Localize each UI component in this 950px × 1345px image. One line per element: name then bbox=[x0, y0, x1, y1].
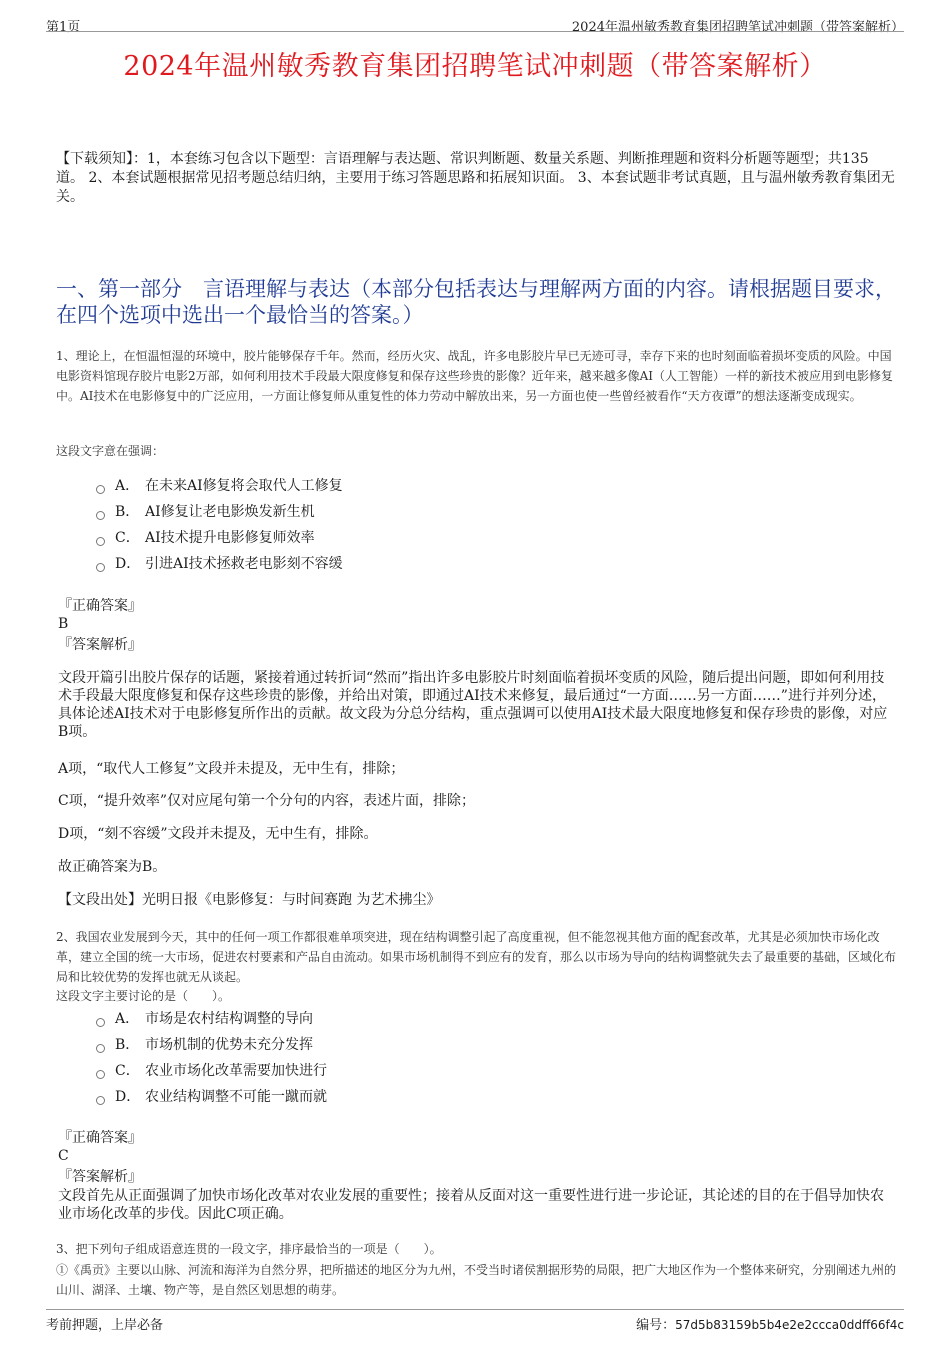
question-2-options bbox=[96, 1006, 327, 1110]
question-1-analysis-p1: 文段开篇引出胶片保存的话题，紧接着通过转折词“然而”指出许多电影胶片时刻面临着损坏变质的风险，随后提出问题，即如何利用技术手段最大限度修复和保存这些珍贵的影像，并给出对策，即通过AI技术来修复，最后通过“一方面……另一方面……”进行并列分述，具体论述AI技术对于电影修复所作出的贡献。故文段为分总分结构，重点强调可以使用AI技术最大限度地修复和保存珍贵的影像，对应B项。 bbox=[58, 670, 888, 740]
question-1-stem: 1、理论上，在恒温恒湿的环境中，胶片能够保存千年。然而，经历火灾、战乱，许多电影胶片早已无迹可寻，幸存下来的也时刻面临着损坏变质的风险。中国电影资料馆现存胶片电影2万部，如何利用技术手段最大限度修复和保存这些珍贵的影像？近年来，越来越多像AI（人工智能）一样的新技术被应用到电影修复中。AI技术在电影修复中的广泛应用，一方面让修复师从重复性的体力劳动中解放出来，另一方面也使一些曾经被看作“天方夜谭”的想法逐渐变成现实。 bbox=[56, 349, 894, 403]
header-doc-title: 2024年温州敏秀教育集团招聘笔试冲刺题（带答案解析） bbox=[571, 20, 904, 35]
radio-icon[interactable] bbox=[96, 1044, 105, 1053]
question-3-stem: 3、把下列句子组成语意连贯的一段文字，排序最恰当的一项是（ ）。 bbox=[56, 1242, 442, 1256]
download-notice: 【下载须知】：1，本套练习包含以下题型：言语理解与表达题、常识判断题、数量关系题、判断推理题和资料分析题等题型；共135道。 2、本套试题根据常见招考题总结归纳，主要用于练习答题思路和拓展知识面。 3、本套试题非考试真题，且与温州敏秀教育集团无关。 bbox=[56, 151, 895, 205]
question-2-option-d[interactable]: D． 农业结构调整不可能一蹴而就 bbox=[96, 1084, 327, 1110]
radio-icon[interactable] bbox=[96, 1096, 105, 1105]
question-3-item-1: ①《禹贡》主要以山脉、河流和海洋为自然分界，把所描述的地区分为九州，不受当时诸侯割据形势的局限，把广大地区作为一个整体来研究，分别阐述九州的山川、湖泽、土壤、物产等，是自然区划思想的萌芽。 bbox=[56, 1263, 897, 1297]
question-1-option-c[interactable]: C． AI技术提升电影修复师效率 bbox=[96, 525, 343, 551]
section-heading: 一、第一部分 言语理解与表达（本部分包括表达与理解两方面的内容。请根据题目要求，在四个选项中选出一个最恰当的答案。） bbox=[56, 277, 896, 327]
radio-icon[interactable] bbox=[96, 537, 105, 546]
question-2-stem: 2、我国农业发展到今天，其中的任何一项工作都很难单项突进，现在结构调整引起了高度重视，但不能忽视其他方面的配套改革，尤其是必须加快市场化改革，建立全国的统一大市场，促进农村要素和产品自由流动。如果市场机制得不到应有的发育，那么以市场为导向的结构调整就失去了最重要的基础，区域化布局和比较优势的发挥也就无从谈起。 bbox=[56, 930, 897, 984]
question-1-answer-label: 『正确答案』 bbox=[58, 598, 142, 614]
page-footer bbox=[46, 1314, 904, 1334]
page-number: 第1页 bbox=[46, 20, 81, 35]
page-header bbox=[46, 12, 904, 35]
question-2-analysis-label: 『答案解析』 bbox=[58, 1169, 142, 1185]
question-1-option-a[interactable]: A． 在未来AI修复将会取代人工修复 bbox=[96, 473, 343, 499]
question-1-source: 【文段出处】光明日报《电影修复：与时间赛跑 为艺术拂尘》 bbox=[58, 892, 441, 908]
footer-serial: 编号：57d5b83159b5b4e2e2ccca0ddff66f4c bbox=[636, 1318, 904, 1333]
question-1-analysis-p5: 故正确答案为B。 bbox=[58, 859, 167, 875]
page-title: 2024年温州敏秀教育集团招聘笔试冲刺题（带答案解析） bbox=[123, 51, 827, 82]
radio-icon[interactable] bbox=[96, 563, 105, 572]
question-2-option-b[interactable]: B． 市场机制的优势未充分发挥 bbox=[96, 1032, 327, 1058]
question-1-options bbox=[96, 473, 343, 577]
question-1-analysis-p2: A项，“取代人工修复”文段并未提及，无中生有，排除； bbox=[58, 761, 405, 777]
question-2-prompt: 这段文字主要讨论的是（ ）。 bbox=[56, 989, 231, 1003]
question-2-analysis: 文段首先从正面强调了加快市场化改革对农业发展的重要性；接着从反面对这一重要性进行进一步论证，其论述的目的在于倡导加快农业市场化改革的步伐。因此C项正确。 bbox=[58, 1188, 884, 1222]
radio-icon[interactable] bbox=[96, 1018, 105, 1027]
question-1-option-d[interactable]: D． 引进AI技术拯救老电影刻不容缓 bbox=[96, 551, 343, 577]
radio-icon[interactable] bbox=[96, 485, 105, 494]
question-2-answer: C bbox=[58, 1148, 69, 1164]
radio-icon[interactable] bbox=[96, 511, 105, 520]
radio-icon[interactable] bbox=[96, 1070, 105, 1079]
footer-slogan: 考前押题，上岸必备 bbox=[46, 1318, 164, 1333]
question-2-option-a[interactable]: A． 市场是农村结构调整的导向 bbox=[96, 1006, 327, 1032]
question-1-analysis-label: 『答案解析』 bbox=[58, 637, 142, 653]
question-1-option-b[interactable]: B． AI修复让老电影焕发新生机 bbox=[96, 499, 343, 525]
serial-code: 57d5b83159b5b4e2e2ccca0ddff66f4c bbox=[675, 1318, 904, 1332]
question-1-analysis-p4: D项，“刻不容缓”文段并未提及，无中生有，排除。 bbox=[58, 826, 378, 842]
question-1-prompt: 这段文字意在强调： bbox=[56, 444, 165, 458]
question-2-option-c[interactable]: C． 农业市场化改革需要加快进行 bbox=[96, 1058, 327, 1084]
footer-divider bbox=[46, 1309, 904, 1310]
question-1-answer: B bbox=[58, 616, 69, 632]
header-divider bbox=[46, 31, 904, 32]
question-1-analysis-p3: C项，“提升效率”仅对应尾句第一个分句的内容，表述片面，排除； bbox=[58, 793, 476, 809]
question-2-answer-label: 『正确答案』 bbox=[58, 1130, 142, 1146]
